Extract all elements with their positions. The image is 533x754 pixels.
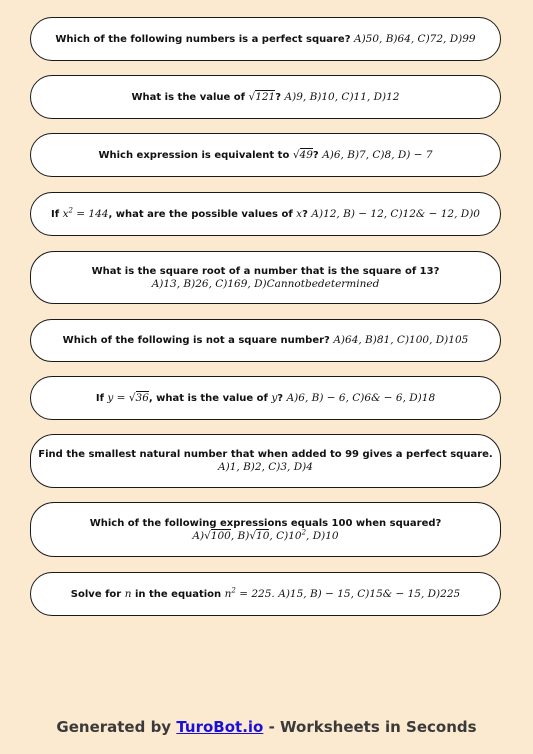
sqrt-expression: √49 (292, 148, 313, 161)
question-card-10 (30, 572, 501, 616)
sqrt-expression: √121 (248, 90, 276, 103)
question-line (71, 588, 460, 601)
variable: y (271, 391, 278, 404)
question-text: If (95, 392, 104, 404)
math-expression: $x^2 = 144$ (62, 206, 109, 220)
question-options: A)1, B)2, C)3, D)4 (218, 461, 313, 473)
question-line (96, 392, 435, 405)
question-text: Solve for (70, 588, 122, 600)
question-options: A)15, B) − 15, C)15& − 15, D)225 (278, 587, 461, 600)
question-text: Find the smallest natural number that when added to 99 gives a perfect square. (38, 449, 493, 460)
question-suffix: , what are the possible values of (108, 208, 293, 220)
question-options: A)√100, B)√10, $C)10^2$, D)10 (192, 528, 339, 542)
question-text: Which of the following numbers is a perfect square? (55, 33, 351, 45)
question-card-1 (30, 17, 501, 61)
question-line (132, 91, 400, 104)
math-expression: $n^2 = 225$. (224, 586, 275, 600)
question-text: Which of the following expressions equals 100 when squared? (89, 517, 442, 529)
question-suffix: ? (275, 91, 282, 103)
question-line (63, 334, 469, 347)
question-options: A)12, B) − 12, C)12& − 12, D)0 (311, 207, 480, 220)
question-card-4 (30, 192, 501, 236)
question-options: A)6, B) − 6, C)6& − 6, D)18 (286, 391, 436, 404)
question-card-7 (30, 376, 501, 420)
question-options: A)64, B)81, C)100, D)105 (333, 334, 469, 346)
question-options: A)6, B)7, C)8, D) − 7 (322, 148, 433, 161)
math-expression: y = √36 (107, 391, 149, 404)
question-card-5 (30, 251, 501, 304)
question-text: What is the square root of a number that is the square of 13? (91, 265, 440, 277)
question-text: If (51, 208, 60, 220)
question-suffix: ? (312, 149, 319, 161)
question-text: Which expression is equivalent to (98, 149, 290, 161)
question-text: Which of the following is not a square number? (62, 335, 330, 346)
question-options: A)9, B)10, C)11, D)12 (284, 90, 400, 103)
question-suffix: in the equation (134, 588, 222, 600)
question-line (51, 208, 480, 221)
question-suffix: , what is the value of (148, 392, 268, 404)
question-card-6 (30, 319, 501, 362)
question-card-2 (30, 75, 501, 119)
question-line (55, 33, 475, 46)
footer-prefix: Generated by (56, 718, 172, 736)
question-text: What is the value of (131, 91, 245, 103)
variable: n (124, 587, 132, 600)
question-options: A)13, B)26, C)169, D)Cannotbedetermined (151, 277, 380, 290)
question-card-9 (30, 502, 501, 557)
question-line (98, 149, 432, 162)
footer-suffix: - Worksheets in Seconds (268, 718, 477, 736)
footer (0, 718, 533, 736)
question-suffix: ? (302, 208, 308, 220)
variable: x (296, 207, 303, 220)
turobot-link[interactable]: TuroBot.io (176, 718, 264, 736)
question-card-3 (30, 133, 501, 177)
question-card-8 (30, 434, 501, 488)
question-options: A)50, B)64, C)72, D)99 (353, 32, 476, 45)
question-suffix: ? (277, 392, 284, 404)
